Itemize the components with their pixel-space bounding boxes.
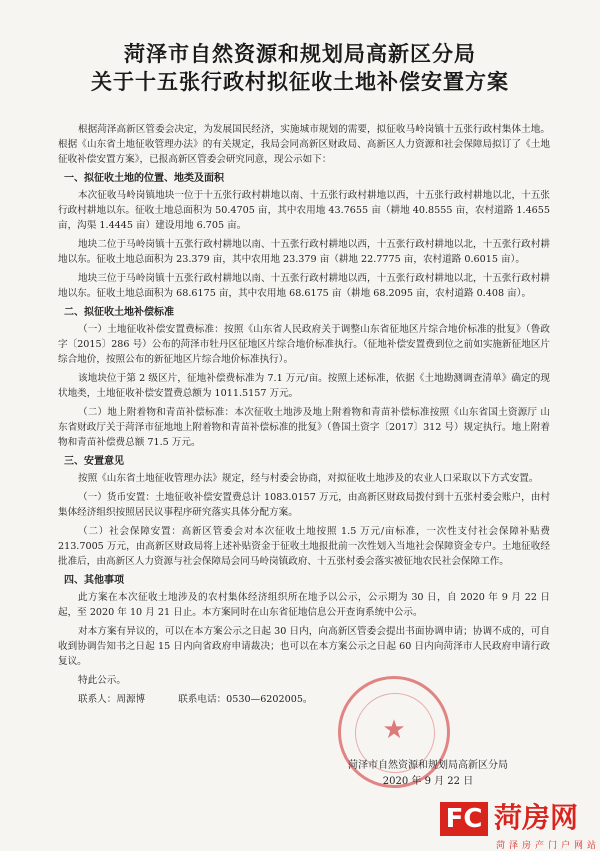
section2-paragraph-3: （二）地上附着物和青苗补偿标准：本次征收土地涉及地上附着物和青苗补偿标准按照《山东省国土资源厅 山东省财政厅关于菏泽市征地地上附着物和青苗补偿标准的批复》（鲁国土资字〔2017〕312 号）规定执行。地上附着物和青苗补偿费总额 71.5 万元。 [58, 407, 550, 448]
signature-date: 2020 年 9 月 22 日 [382, 776, 474, 787]
closing-line: 特此公示。 [78, 675, 126, 686]
section2-paragraph-1: （一）土地征收补偿安置费标准：按照《山东省人民政府关于调整山东省征地区片综合地价标准的批复》（鲁政字〔2015〕286 号）公布的菏泽市牡丹区征地区片综合地价标准执行。（征地补偿安置费到位之前如实施新征地区片综合地价，按照公布的新征地区片综合地价标准执行）。 [58, 324, 550, 365]
logo-mark: FC [440, 802, 488, 836]
intro-paragraph: 根据菏泽高新区管委会决定，为发展国民经济，实施城市规划的需要，拟征收马岭岗镇十五张行政村集体土地。根据《山东省土地征收管理办法》的有关规定，我局会同高新区财政局、高新区人力资源和社会保障局拟订了《土地征收补偿安置方案》，已报高新区管委会研究同意，现公示如下： [58, 124, 550, 165]
section1-paragraph-1: 本次征收马岭岗镇地块一位于十五张行政村耕地以南、十五张行政村耕地以西，十五张行政村耕地以北，十五张行政村耕地以东。征收土地总面积为 50.4705 亩，其中农用地 43.7655 亩（耕地 40.8555 亩，农村道路 1.4655 亩，沟渠 1.4445 亩）建设用地 6.705 亩。 [58, 190, 550, 231]
contact-line [58, 692, 550, 707]
contact-person: 联系人：周源博 [78, 694, 146, 705]
section2-paragraph-2: 该地块位于第 2 级区片，征地补偿费标准为 7.1 万元/亩。按照上述标准，依据《土地勘测调查清单》确定的现状地类，土地征收补偿安置费总额为 1011.5157 万元。 [58, 373, 550, 399]
logo-name: 菏房网 [494, 801, 579, 834]
contact-phone: 联系电话：0530—6202005。 [178, 694, 313, 705]
site-watermark-logo [440, 798, 600, 851]
document-title-line1: 菏泽市自然资源和规划局高新区分局 [124, 42, 476, 66]
section4-paragraph-2: 对本方案有异议的，可以在本方案公示之日起 30 日内，向高新区管委会提出书面协调申请；协调不成的，可自收到协调告知书之日起 15 日内向省政府申请裁决；也可以在本方案公示之日起 60 日内向菏泽市人民政府申请行政复议。 [58, 626, 550, 667]
section4-paragraph-1: 此方案在本次征收土地涉及的农村集体经济组织所在地予以公示，公示期为 30 日，自 2020 年 9 月 22 日起，至 2020 年 10 月 21 日止。本方案同时在山东省征地信息公开查询系统中公示。 [58, 592, 550, 618]
signature-block [348, 758, 508, 790]
section1-paragraph-3: 地块三位于马岭岗镇十五张行政村耕地以南、十五张行政村耕地以西，十五张行政村耕地以北，十五张行政村耕地以东。征收土地总面积为 68.6175 亩，其中农用地 68.6175 亩（耕地 68.2095 亩，农村道路 0.408 亩）。 [58, 273, 550, 299]
document-body [58, 122, 550, 709]
section3-heading: 三、安置意见 [64, 456, 124, 467]
section4-heading: 四、其他事项 [64, 575, 124, 586]
section3-paragraph-2: （一）货币安置：土地征收补偿安置费总计 1083.0157 万元，由高新区财政局拨付到十五张村委会账户，由村集体经济组织按照居民议事程序研究落实具体分配方案。 [58, 492, 550, 518]
section1-paragraph-2: 地块二位于马岭岗镇十五张行政村耕地以南、十五张行政村耕地以西，十五张行政村耕地以北，十五张行政村耕地以东。征收土地总面积为 23.379 亩，其中农用地 23.379 亩（耕地 22.7775 亩，农村道路 0.6015 亩）。 [58, 239, 550, 265]
section3-paragraph-3: （二）社会保障安置：高新区管委会对本次征收土地按照 1.5 万元/亩标准，一次性支付社会保障补贴费 213.7005 万元，由高新区财政局将上述补贴资金于征收土地报批前一次性划入当地社会保障资金专户。土地征收经批准后，由高新区人力资源与社会保障局会同马岭岗镇政府、十五张村委会落实被征地农民社会保障工作。 [58, 526, 550, 567]
section3-paragraph-1: 按照《山东省土地征收管理办法》规定，经与村委会协商，对拟征收土地涉及的农业人口采取以下方式安置。 [78, 473, 539, 484]
seal-star-icon: ★ [382, 715, 406, 745]
section1-heading: 一、拟征收土地的位置、地类及面积 [64, 173, 224, 184]
document-title-line2: 关于十五张行政村拟征收土地补偿安置方案 [91, 70, 509, 94]
signature-org: 菏泽市自然资源和规划局高新区分局 [348, 760, 508, 771]
logo-subtitle: 菏泽房产门户网站 [495, 841, 600, 851]
section2-heading: 二、拟征收土地补偿标准 [64, 307, 174, 318]
